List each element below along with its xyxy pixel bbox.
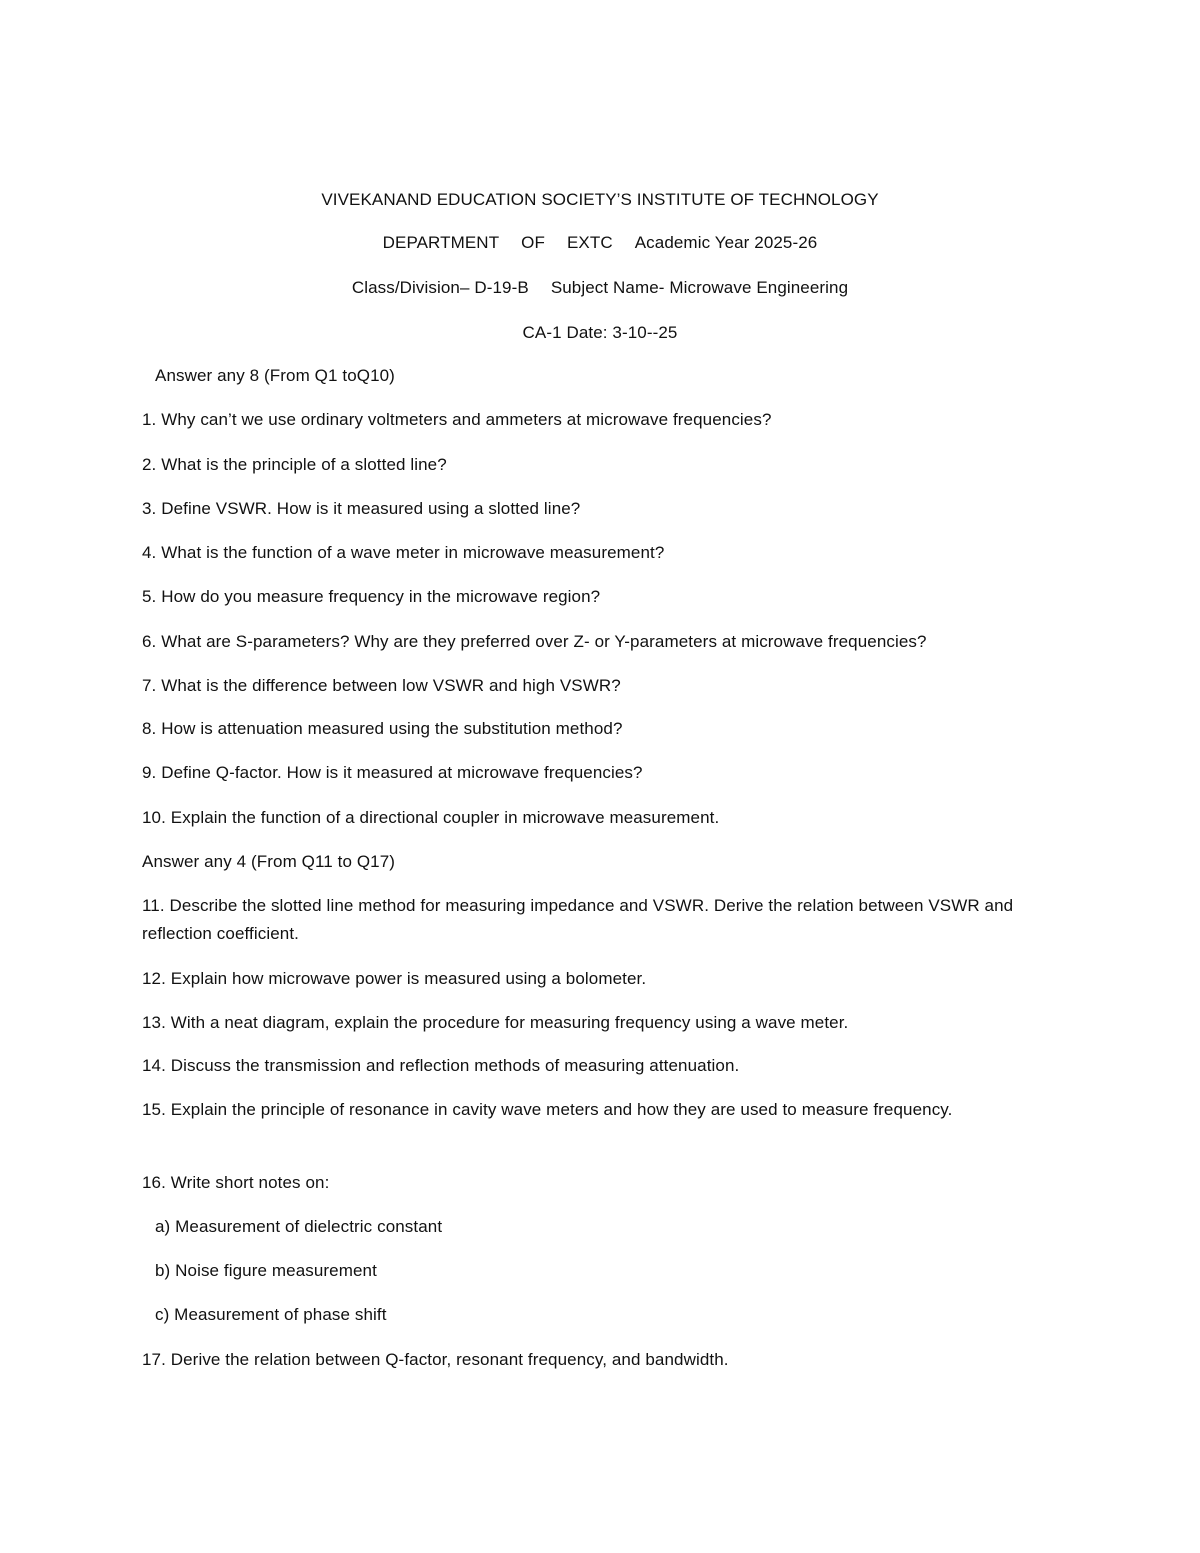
exam-date: CA-1 Date: 3-10--25	[522, 323, 678, 342]
class-subject-line	[0, 274, 1200, 302]
question-3: 3. Define VSWR. How is it measured using a slotted line?	[142, 499, 581, 518]
department-label: DEPARTMENT	[382, 233, 500, 252]
subject-name: Subject Name- Microwave Engineering	[550, 278, 849, 297]
question-5: 5. How do you measure frequency in the microwave region?	[142, 587, 601, 606]
section-b-instruction: Answer any 4 (From Q11 to Q17)	[142, 852, 396, 871]
question-8: 8. How is attenuation measured using the substitution method?	[142, 719, 623, 738]
academic-year: Academic Year 2025-26	[634, 233, 818, 252]
question-12: 12. Explain how microwave power is measured using a bolometer.	[142, 969, 647, 988]
question-13: 13. With a neat diagram, explain the procedure for measuring frequency using a wave meter.	[142, 1013, 849, 1032]
institute-title: VIVEKANAND EDUCATION SOCIETY’S INSTITUTE OF TECHNOLOGY	[321, 190, 879, 209]
section-a-instruction: Answer any 8 (From Q1 toQ10)	[155, 366, 395, 385]
question-4: 4. What is the function of a wave meter in microwave measurement?	[142, 543, 665, 562]
question-11: 11. Describe the slotted line method for measuring impedance and VSWR. Derive the relation between VSWR and reflection coefficient.	[142, 896, 1014, 943]
department-name: EXTC	[566, 233, 613, 252]
of-label: OF	[521, 233, 545, 252]
question-2: 2. What is the principle of a slotted line?	[142, 455, 447, 474]
question-16-item-c: c) Measurement of phase shift	[155, 1305, 387, 1324]
department-line	[0, 229, 1200, 257]
class-division: Class/Division– D-19-B	[351, 278, 529, 297]
question-6: 6. What are S-parameters? Why are they preferred over Z- or Y-parameters at microwave frequencies?	[142, 632, 927, 651]
question-7: 7. What is the difference between low VSWR and high VSWR?	[142, 676, 621, 695]
question-1: 1. Why can’t we use ordinary voltmeters and ammeters at microwave frequencies?	[142, 410, 772, 429]
question-10: 10. Explain the function of a directional coupler in microwave measurement.	[142, 808, 720, 827]
question-16-item-a: a) Measurement of dielectric constant	[155, 1217, 443, 1236]
question-14: 14. Discuss the transmission and reflection methods of measuring attenuation.	[142, 1056, 740, 1075]
question-16-item-b: b) Noise figure measurement	[155, 1261, 377, 1280]
question-17: 17. Derive the relation between Q-factor, resonant frequency, and bandwidth.	[142, 1350, 729, 1369]
question-15: 15. Explain the principle of resonance in cavity wave meters and how they are used to measure frequency.	[142, 1100, 953, 1119]
question-9: 9. Define Q-factor. How is it measured at microwave frequencies?	[142, 763, 643, 782]
question-16: 16. Write short notes on:	[142, 1173, 330, 1192]
